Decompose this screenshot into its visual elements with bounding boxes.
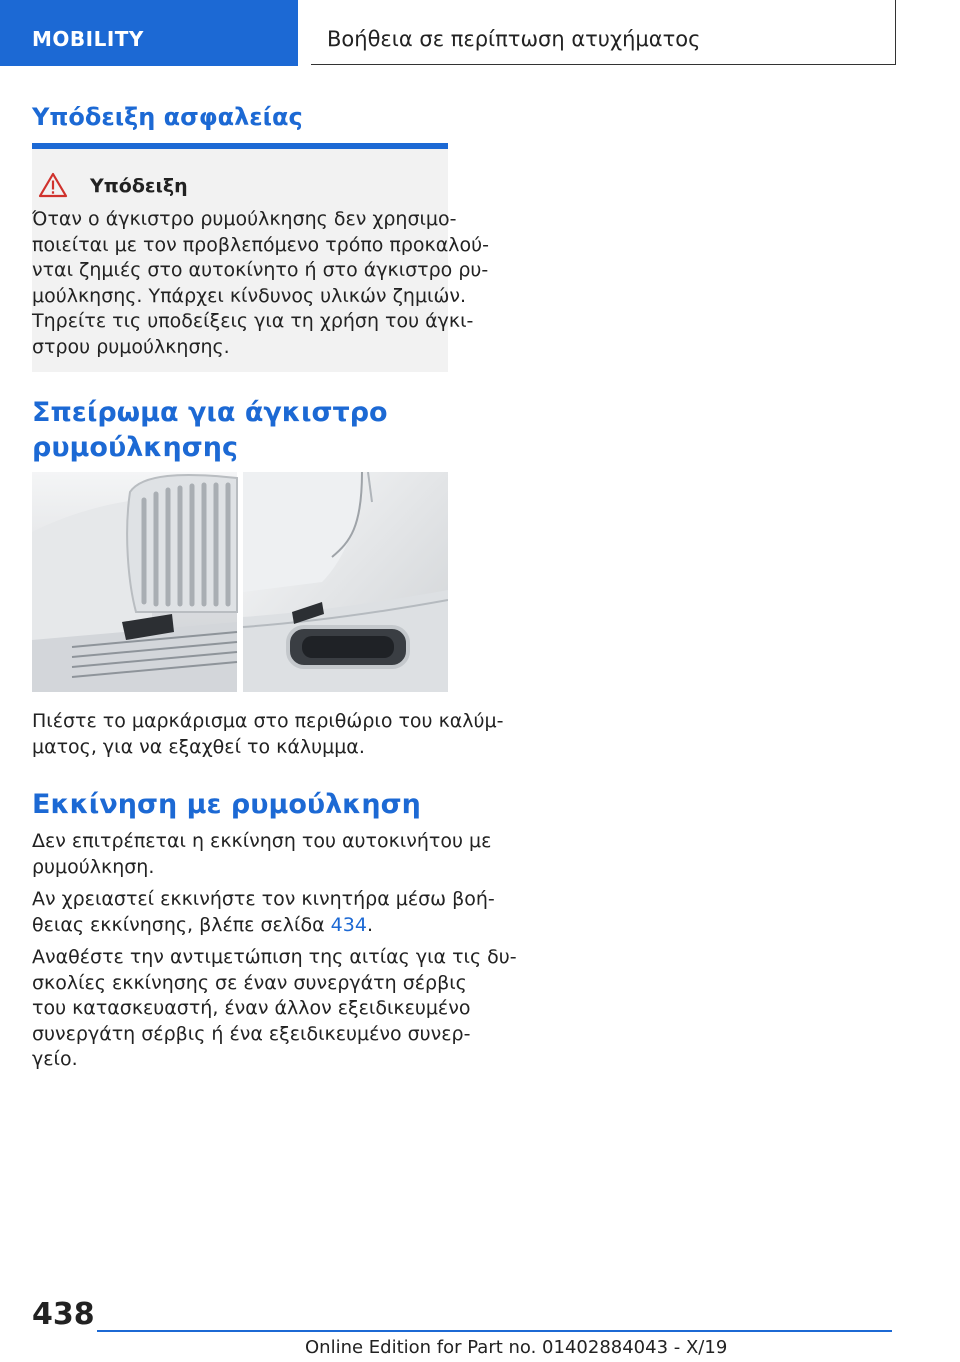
caption-line: ματος, για να εξαχθεί το κάλυμμα. [32,735,365,758]
front-bumper-photo [32,472,237,692]
note-line: στρου ρυμούλκησης. [32,335,230,358]
note-title: Υπόδειξη [90,175,188,197]
note-text [32,207,489,360]
safety-heading: Υπόδειξη ασφαλείας [32,103,303,131]
paragraph-line: Αν χρειαστεί εκκινήστε τον κινητήρα μέσω βοή- [32,888,495,910]
safety-note-box [32,143,489,372]
towstart-paragraph-2 [32,887,495,938]
header-chapter-label: Βοήθεια σε περίπτωση ατυχήματος [327,27,701,51]
header-section-tab [0,0,298,66]
page-reference-link[interactable]: 434 [330,913,367,936]
thread-caption [32,709,504,760]
thread-heading [32,395,388,465]
note-line: νται ζημιές στο αυτοκίνητο ή στο άγκιστρο ρυ- [32,259,489,281]
rear-bumper-photo [243,472,448,692]
note-line: Όταν ο άγκιστρο ρυμούλκησης δεν χρησιμο- [32,208,457,230]
paragraph-line [32,913,495,939]
towstart-paragraph-3 [32,945,517,1073]
note-line: Τηρείτε τις υποδείξεις για τη χρήση του άγκι- [32,310,474,332]
footer-divider [97,1330,892,1332]
paragraph-line: σκολίες εκκίνησης σε έναν συνεργάτη σέρβις [32,971,467,994]
paragraph-line: Αναθέστε την αντιμετώπιση της αιτίας για τις δυ- [32,946,517,968]
warning-triangle-icon [38,172,68,198]
thread-heading-line: ρυμούλκησης [32,432,238,463]
paragraph-line: ρυμούλκηση. [32,855,155,878]
towstart-heading: Εκκίνηση με ρυμούλκηση [32,789,421,820]
thread-heading-line: Σπείρωμα για άγκιστρο [32,397,388,428]
note-line: μούλκησης. Υπάρχει κίνδυνος υλικών ζημιών. [32,284,467,307]
header-chapter-box [311,0,896,65]
paragraph-text: θειας εκκίνησης, βλέπε σελίδα [32,913,331,936]
paragraph-line: γείο. [32,1048,78,1070]
paragraph-line: του κατασκευαστή, έναν άλλον εξειδικευμένο [32,997,471,1019]
paragraph-text: . [366,913,373,936]
towstart-paragraph-1 [32,829,491,880]
footer-edition: Online Edition for Part no. 01402884043 - X/19 [305,1337,728,1358]
paragraph-line: συνεργάτη σέρβις ή ένα εξειδικευμένο συνερ- [32,1022,471,1045]
paragraph-line: Δεν επιτρέπεται η εκκίνηση του αυτοκινήτου με [32,830,492,852]
page-number: 438 [32,1297,95,1332]
note-line: ποιείται με τον προβλεπόμενο τρόπο προκαλού- [32,233,489,256]
caption-line: Πιέστε το μαρκάρισμα στο περιθώριο του καλύμ- [32,710,504,732]
header-section-label: MOBILITY [32,27,144,51]
tow-hook-cover-photos [32,472,448,692]
